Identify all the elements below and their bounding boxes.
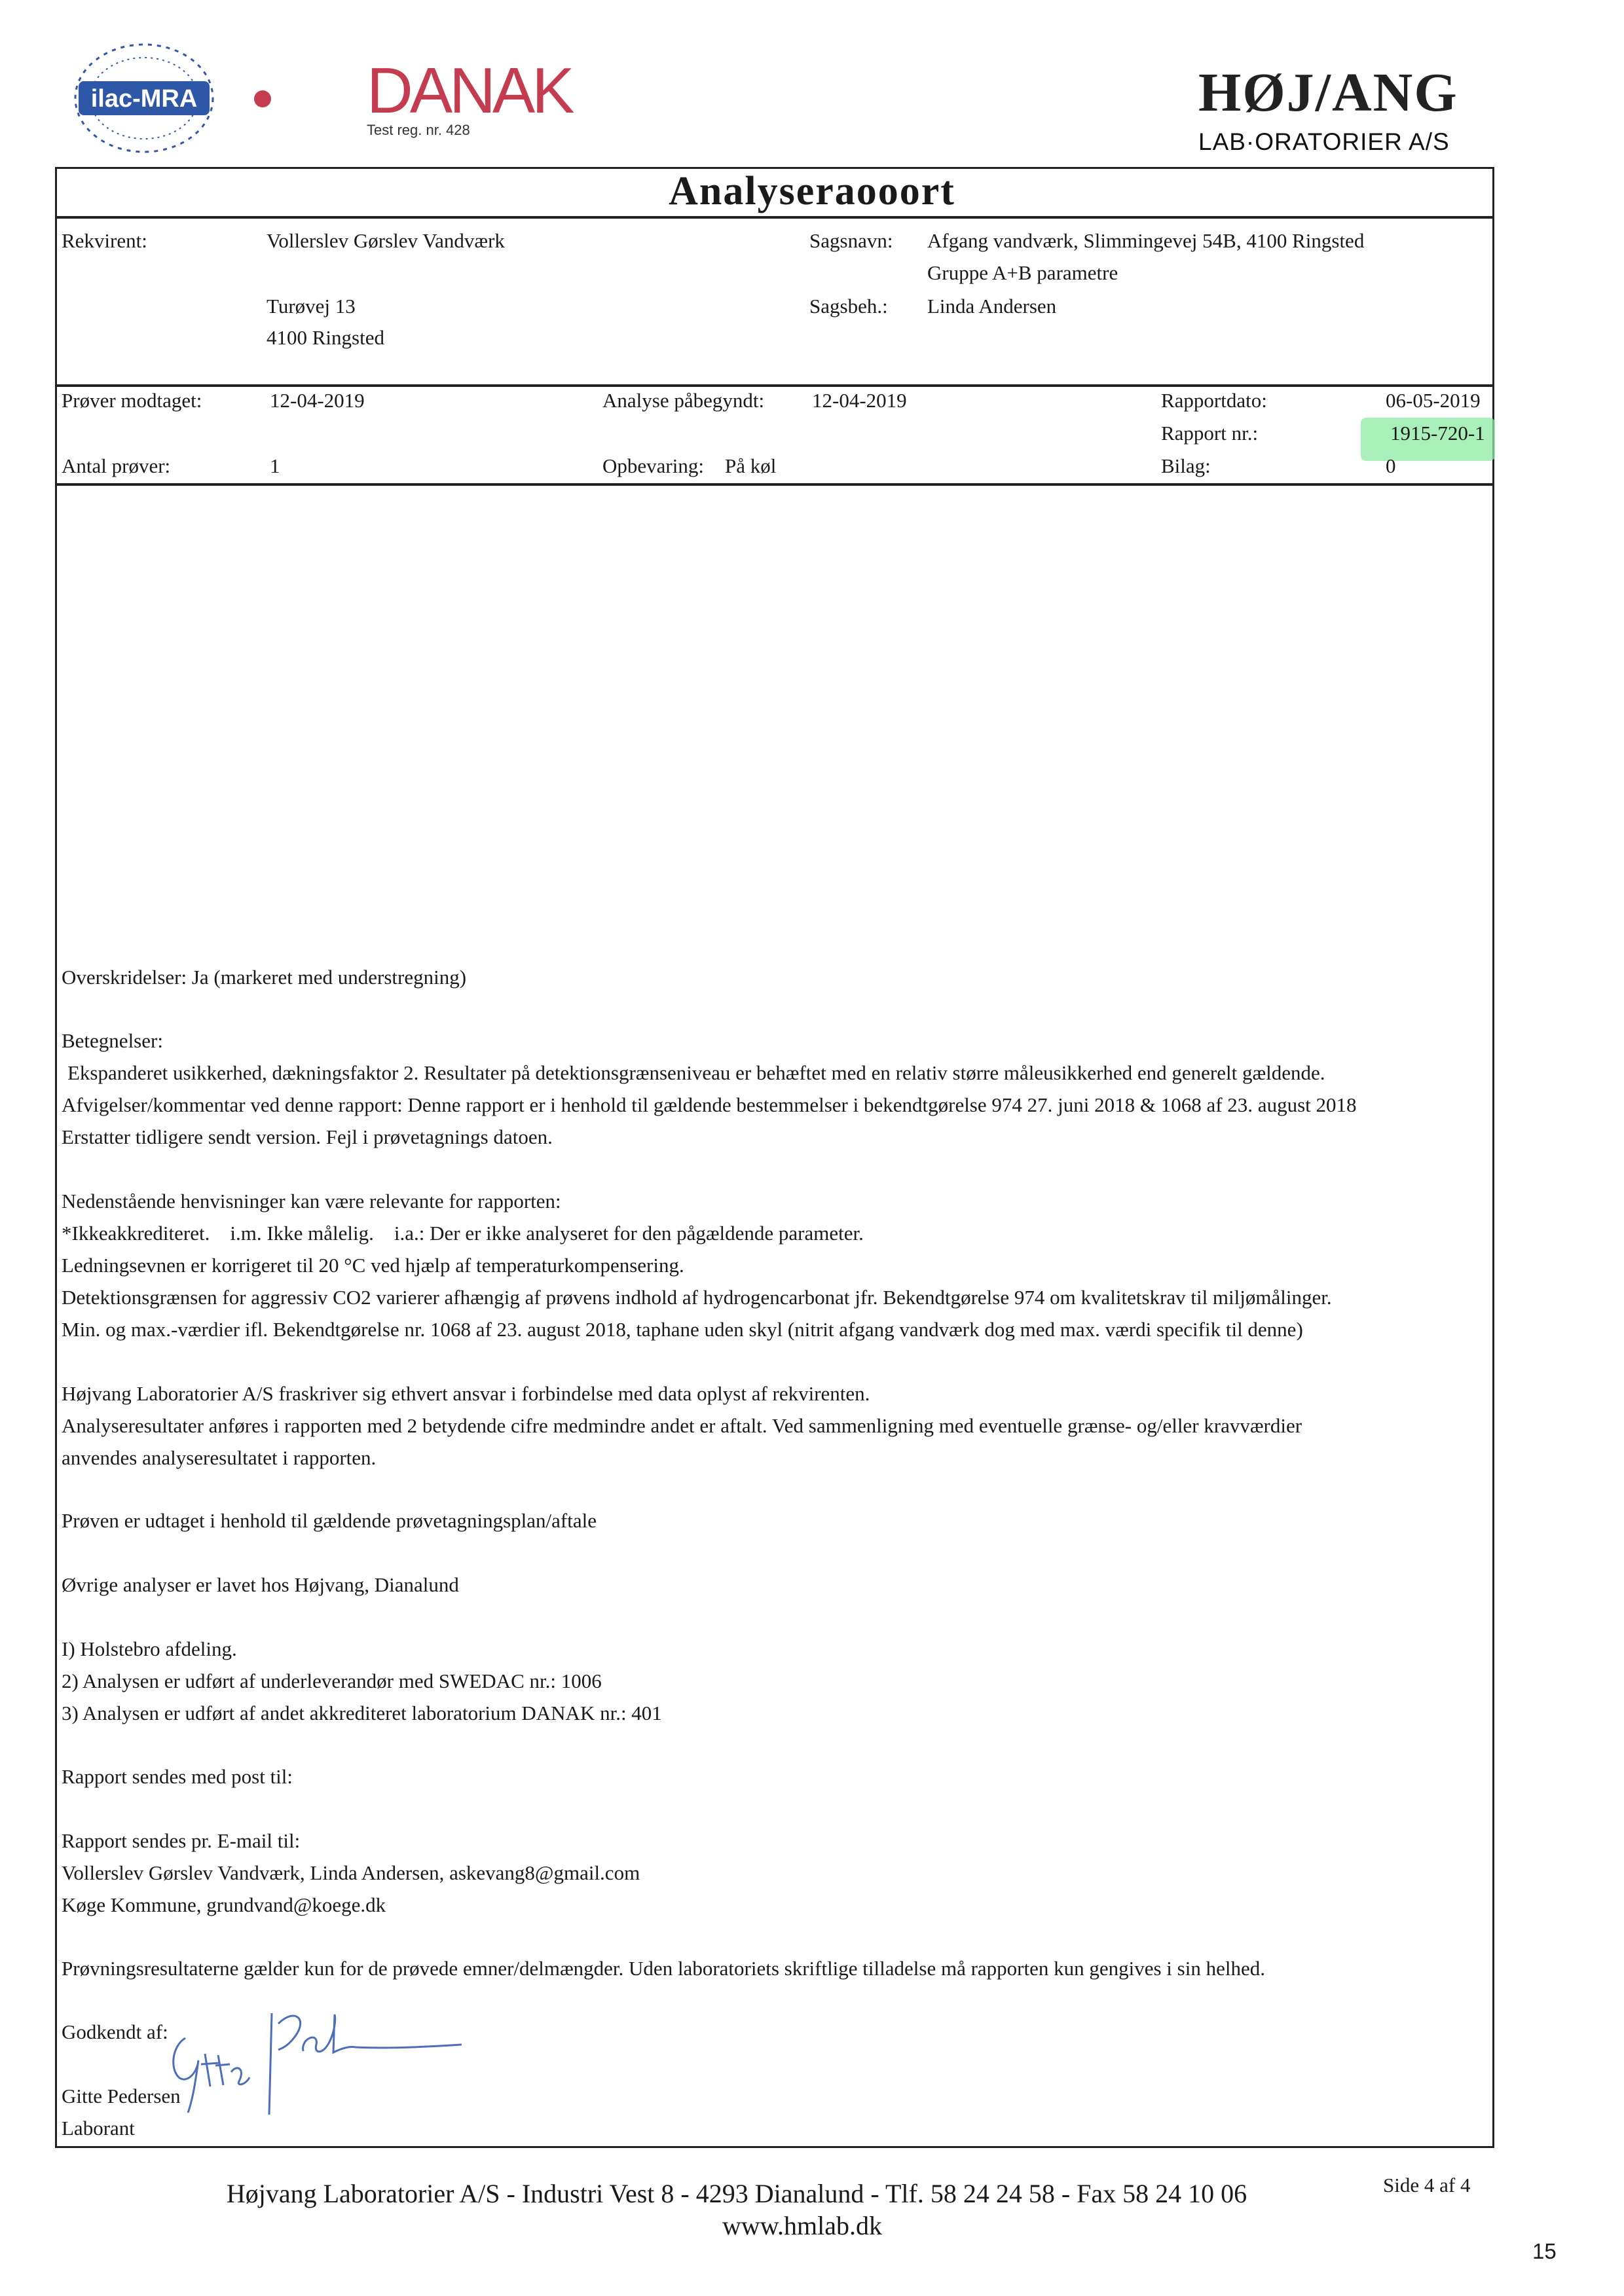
handwritten-signature [147,2000,540,2121]
references-detection-limit: Detektionsgrænsen for aggressiv CO2 varierer afhængig af prøvens indhold af hydrogencarbonat jfr. Bekendtgørelse 974 om kvalitetskrav til miljømålinger. [62,1286,1332,1309]
case-name-group: Gruppe A+B parametre [927,261,1118,284]
references-heading: Nedenstående henvisninger kan være relevante for rapporten: [62,1190,561,1212]
report-date-label: Rapportdato: [1161,389,1267,412]
meta-divider [57,483,1492,486]
case-name-label: Sagsnavn: [809,229,893,252]
disclaimer-responsibility: Højvang Laboratorier A/S fraskriver sig ethvert ansvar i forbindelse med data oplyst af rekvirenten. [62,1382,870,1405]
note-danak: 3) Analysen er udført af andet akkrediteret laboratorium DANAK nr.: 401 [62,1702,662,1724]
report-date: 06-05-2019 [1386,389,1481,412]
email-recipients-label: Rapport sendes pr. E-mail til: [62,1829,301,1852]
hojvang-logo-subtitle: LAB·ORATORIER A/S [1198,128,1450,155]
validity-statement: Prøvningsresultaterne gælder kun for de prøvede emner/delmængder. Uden laboratoriets skriftlige tilladelse må rapporten kun gengives i sin helhed. [62,1957,1265,1980]
note-swedac: 2) Analysen er udført af underleverandør med SWEDAC nr.: 1006 [62,1669,602,1692]
replaces-text: Erstatter tidligere sendt version. Fejl i prøvetagnings datoen. [62,1125,553,1148]
received-date: 12-04-2019 [270,389,365,412]
danak-logo: DANAK [367,54,572,126]
designations-heading: Betegnelser: [62,1029,163,1052]
page-indicator: Side 4 af 4 [1383,2174,1471,2196]
hojvang-logo: HØJ/ANG [1198,62,1458,123]
other-analyses-note: Øvrige analyser er lavet hos Højvang, Dianalund [62,1573,459,1596]
ilac-mra-logo [65,39,223,157]
ilac-logo-text: ilac-MRA [90,85,198,113]
approver-role: Laborant [62,2117,135,2140]
sampling-note: Prøven er udtaget i henhold til gældende prøvetagningsplan/aftale [62,1509,597,1532]
page-title: Analyseraooort [669,169,955,213]
report-number: 1915-720-1 [1390,422,1485,445]
appendix-label: Bilag: [1161,454,1211,477]
storage-value: På køl [725,454,777,477]
analysis-start-label: Analyse påbegyndt: [602,389,765,412]
references-abbreviations: *Ikkeakkrediteret. i.m. Ikke målelig. i.a.: Der er ikke analyseret for den pågældende parameter. [62,1222,864,1245]
exceedances-note: Overskridelser: Ja (markeret med understregning) [62,966,467,989]
client-label: Rekvirent: [62,229,147,252]
sample-count: 1 [270,454,280,477]
email-recipient-1: Vollerslev Gørslev Vandværk, Linda Andersen, askevang8@gmail.com [62,1861,640,1884]
note-holstebro: I) Holstebro afdeling. [62,1637,237,1660]
client-street: Turøvej 13 [267,295,356,318]
email-recipient-2: Køge Kommune, grundvand@koege.dk [62,1893,386,1916]
disclaimer-usage: anvendes analyseresultatet i rapporten. [62,1446,377,1469]
sheet-number: 15 [1532,2239,1557,2263]
deviations-text: Afvigelser/kommentar ved denne rapport: Denne rapport er i henhold til gældende bestemmelser i bekendtgørelse 974 27. juni 2018 & 1068 af 23. august 2018 [62,1093,1357,1116]
case-name: Afgang vandværk, Slimmingevej 54B, 4100 Ringsted [927,229,1365,252]
footer-company-line: Højvang Laboratorier A/S - Industri Vest 8 - 4293 Dianalund - Tlf. 58 24 24 58 - Fax 58 24 10 06 [226,2179,1247,2208]
post-recipients-label: Rapport sendes med post til: [62,1765,293,1788]
storage-label: Opbevaring: [602,454,704,477]
client-city: 4100 Ringsted [267,326,384,349]
case-handler: Linda Andersen [927,295,1057,318]
case-handler-label: Sagsbeh.: [809,295,888,318]
footer-website: www.hmlab.dk [722,2211,883,2240]
approver-name: Gitte Pedersen [62,2085,181,2107]
designations-text: Ekspanderet usikkerhed, dækningsfaktor 2. Resultater på detektionsgrænseniveau er behæftet med en relativ større måleusikkerhed end generelt gældende. [67,1061,1325,1084]
danak-reg-number: Test reg. nr. 428 [367,122,470,138]
sample-count-label: Antal prøver: [62,454,171,477]
report-number-label: Rapport nr.: [1161,422,1259,445]
references-conductivity: Ledningsevnen er korrigeret til 20 °C ved hjælp af temperaturkompensering. [62,1254,684,1277]
client-name: Vollerslev Gørslev Vandværk [267,229,505,252]
analysis-start-date: 12-04-2019 [812,389,907,412]
appendix-count: 0 [1386,454,1396,477]
disclaimer-significant-digits: Analyseresultater anføres i rapporten med 2 betydende cifre medmindre andet er aftalt. Ved sammenligning med eventuelle grænse- og/eller kravværdier [62,1414,1302,1437]
approved-by-label: Godkendt af: [62,2020,168,2043]
references-min-max: Min. og max.-værdier ifl. Bekendtgørelse nr. 1068 af 23. august 2018, taphane uden skyl (nitrit afgang vandværk dog med max. værdi specifik til denne) [62,1318,1303,1341]
danak-bullet [254,90,271,107]
received-label: Prøver modtaget: [62,389,202,412]
